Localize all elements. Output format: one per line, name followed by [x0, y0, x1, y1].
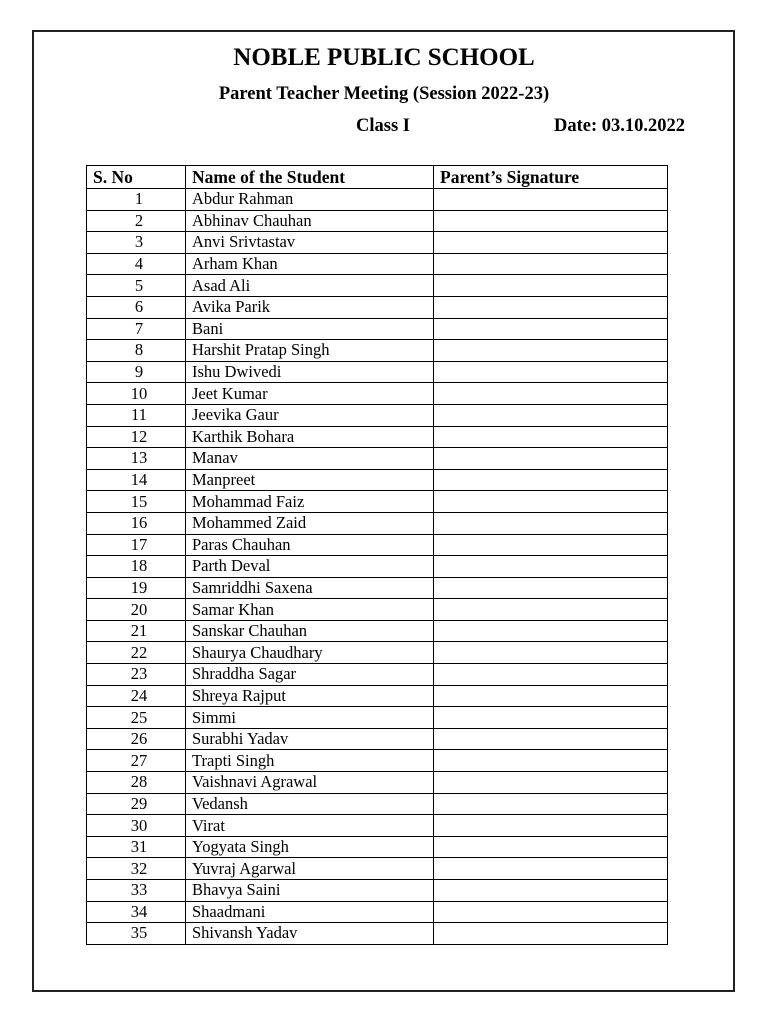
row-parent-signature: [434, 383, 668, 405]
table-row: [87, 275, 668, 297]
row-serial-number: 18: [87, 556, 186, 578]
row-parent-signature: [434, 275, 668, 297]
table-row: [87, 707, 668, 729]
table-row: [87, 772, 668, 794]
table-row: [87, 556, 668, 578]
row-parent-signature: [434, 361, 668, 383]
table-row: [87, 512, 668, 534]
row-serial-number: 23: [87, 664, 186, 686]
row-parent-signature: [434, 448, 668, 470]
table-body: [87, 189, 668, 945]
row-serial-number: 3: [87, 232, 186, 254]
row-student-name: Karthik Bohara: [186, 426, 434, 448]
row-student-name: Avika Parik: [186, 296, 434, 318]
row-parent-signature: [434, 340, 668, 362]
row-parent-signature: [434, 620, 668, 642]
school-name: NOBLE PUBLIC SCHOOL: [233, 44, 535, 71]
row-parent-signature: [434, 318, 668, 340]
row-parent-signature: [434, 858, 668, 880]
table-row: [87, 836, 668, 858]
row-student-name: Manav: [186, 448, 434, 470]
row-student-name: Asad Ali: [186, 275, 434, 297]
table-row: [87, 901, 668, 923]
row-serial-number: 34: [87, 901, 186, 923]
row-student-name: Jeevika Gaur: [186, 404, 434, 426]
row-serial-number: 6: [87, 296, 186, 318]
row-parent-signature: [434, 189, 668, 211]
row-student-name: Vedansh: [186, 793, 434, 815]
row-parent-signature: [434, 642, 668, 664]
row-parent-signature: [434, 253, 668, 275]
row-student-name: Shraddha Sagar: [186, 664, 434, 686]
row-serial-number: 20: [87, 599, 186, 621]
row-parent-signature: [434, 296, 668, 318]
row-serial-number: 29: [87, 793, 186, 815]
table-row: [87, 685, 668, 707]
row-student-name: Yuvraj Agarwal: [186, 858, 434, 880]
row-student-name: Mohammed Zaid: [186, 512, 434, 534]
row-serial-number: 30: [87, 815, 186, 837]
table-header-row: [87, 166, 668, 189]
row-student-name: Shaurya Chaudhary: [186, 642, 434, 664]
table-row: [87, 642, 668, 664]
row-serial-number: 28: [87, 772, 186, 794]
row-serial-number: 17: [87, 534, 186, 556]
row-serial-number: 1: [87, 189, 186, 211]
row-student-name: Manpreet: [186, 469, 434, 491]
row-serial-number: 11: [87, 404, 186, 426]
row-student-name: Ishu Dwivedi: [186, 361, 434, 383]
row-serial-number: 14: [87, 469, 186, 491]
row-parent-signature: [434, 599, 668, 621]
row-parent-signature: [434, 469, 668, 491]
attendance-table: [86, 165, 668, 945]
row-student-name: Sanskar Chauhan: [186, 620, 434, 642]
row-parent-signature: [434, 664, 668, 686]
row-student-name: Samar Khan: [186, 599, 434, 621]
table-row: [87, 189, 668, 211]
row-student-name: Arham Khan: [186, 253, 434, 275]
row-serial-number: 10: [87, 383, 186, 405]
row-parent-signature: [434, 728, 668, 750]
row-serial-number: 27: [87, 750, 186, 772]
table-row: [87, 750, 668, 772]
date-label: Date: 03.10.2022: [554, 116, 686, 136]
row-student-name: Jeet Kumar: [186, 383, 434, 405]
row-parent-signature: [434, 750, 668, 772]
table-row: [87, 664, 668, 686]
row-parent-signature: [434, 836, 668, 858]
row-student-name: Anvi Srivtastav: [186, 232, 434, 254]
table-row: [87, 296, 668, 318]
row-student-name: Shreya Rajput: [186, 685, 434, 707]
row-serial-number: 26: [87, 728, 186, 750]
table-row: [87, 253, 668, 275]
row-serial-number: 2: [87, 210, 186, 232]
column-header-student-name: Name of the Student: [186, 166, 434, 189]
table-row: [87, 469, 668, 491]
table-row: [87, 728, 668, 750]
row-student-name: Virat: [186, 815, 434, 837]
row-serial-number: 24: [87, 685, 186, 707]
row-serial-number: 4: [87, 253, 186, 275]
row-serial-number: 22: [87, 642, 186, 664]
row-serial-number: 31: [87, 836, 186, 858]
row-serial-number: 19: [87, 577, 186, 599]
row-parent-signature: [434, 815, 668, 837]
row-serial-number: 25: [87, 707, 186, 729]
table-row: [87, 404, 668, 426]
row-serial-number: 12: [87, 426, 186, 448]
row-student-name: Mohammad Faiz: [186, 491, 434, 513]
table-row: [87, 361, 668, 383]
table-row: [87, 534, 668, 556]
row-student-name: Paras Chauhan: [186, 534, 434, 556]
table-row: [87, 426, 668, 448]
row-serial-number: 16: [87, 512, 186, 534]
row-parent-signature: [434, 707, 668, 729]
table-row: [87, 318, 668, 340]
row-student-name: Shivansh Yadav: [186, 923, 434, 945]
meeting-title: Parent Teacher Meeting (Session 2022-23): [218, 84, 550, 104]
table-row: [87, 491, 668, 513]
table-row: [87, 880, 668, 902]
row-parent-signature: [434, 404, 668, 426]
table-row: [87, 620, 668, 642]
row-serial-number: 5: [87, 275, 186, 297]
row-parent-signature: [434, 577, 668, 599]
row-serial-number: 15: [87, 491, 186, 513]
row-student-name: Harshit Pratap Singh: [186, 340, 434, 362]
row-parent-signature: [434, 491, 668, 513]
table-row: [87, 815, 668, 837]
row-parent-signature: [434, 556, 668, 578]
row-student-name: Yogyata Singh: [186, 836, 434, 858]
row-serial-number: 32: [87, 858, 186, 880]
row-serial-number: 21: [87, 620, 186, 642]
row-serial-number: 7: [87, 318, 186, 340]
table-row: [87, 232, 668, 254]
table-row: [87, 599, 668, 621]
class-label: Class I: [356, 116, 410, 136]
row-parent-signature: [434, 534, 668, 556]
row-serial-number: 9: [87, 361, 186, 383]
table-row: [87, 448, 668, 470]
row-student-name: Samriddhi Saxena: [186, 577, 434, 599]
row-student-name: Abhinav Chauhan: [186, 210, 434, 232]
row-student-name: Parth Deval: [186, 556, 434, 578]
row-parent-signature: [434, 793, 668, 815]
row-student-name: Shaadmani: [186, 901, 434, 923]
table-row: [87, 793, 668, 815]
row-parent-signature: [434, 512, 668, 534]
row-parent-signature: [434, 901, 668, 923]
table-row: [87, 858, 668, 880]
table-row: [87, 923, 668, 945]
row-student-name: Bhavya Saini: [186, 880, 434, 902]
row-serial-number: 13: [87, 448, 186, 470]
table-row: [87, 340, 668, 362]
row-student-name: Vaishnavi Agrawal: [186, 772, 434, 794]
row-parent-signature: [434, 232, 668, 254]
row-serial-number: 35: [87, 923, 186, 945]
row-parent-signature: [434, 772, 668, 794]
column-header-parent-signature: Parent’s Signature: [434, 166, 668, 189]
row-student-name: Trapti Singh: [186, 750, 434, 772]
table-row: [87, 210, 668, 232]
row-parent-signature: [434, 426, 668, 448]
table-row: [87, 577, 668, 599]
row-parent-signature: [434, 685, 668, 707]
row-student-name: Simmi: [186, 707, 434, 729]
row-serial-number: 8: [87, 340, 186, 362]
row-student-name: Surabhi Yadav: [186, 728, 434, 750]
table-row: [87, 383, 668, 405]
column-header-sno: S. No: [87, 166, 186, 189]
row-student-name: Bani: [186, 318, 434, 340]
row-parent-signature: [434, 880, 668, 902]
row-serial-number: 33: [87, 880, 186, 902]
row-parent-signature: [434, 923, 668, 945]
row-student-name: Abdur Rahman: [186, 189, 434, 211]
row-parent-signature: [434, 210, 668, 232]
